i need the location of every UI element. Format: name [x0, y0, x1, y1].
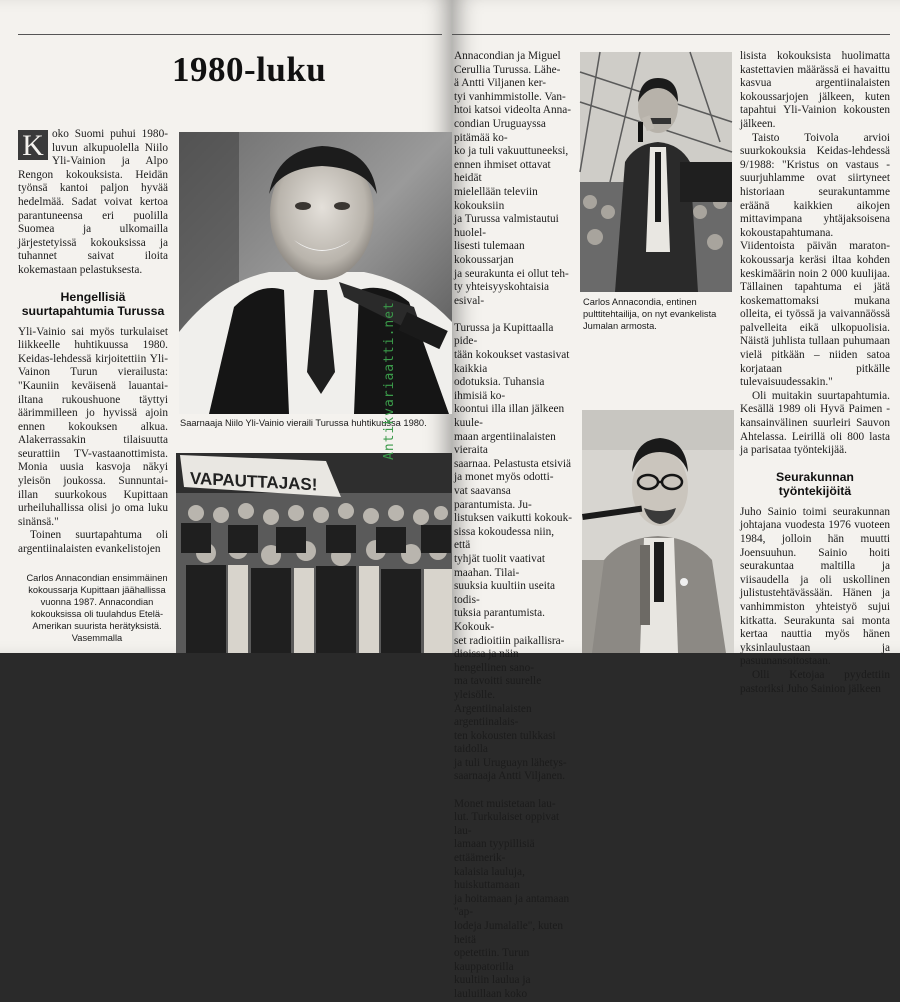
right-paragraph-1: lisista kokouksista huolimatta kastettavien määrässä ei havaittu kasvua argentiinalaisten kokoussarjojen jälkeen, kuten tapahtui Yli-Vainion kokousten jälkeen.	[740, 50, 890, 130]
middle-line: mielellään televiin kokouksiin	[454, 185, 538, 212]
middle-line: ten kokousten tulkkasi taidolla	[454, 729, 556, 756]
middle-line: ja tuli Uruguayn lähetys-	[454, 756, 567, 769]
caption-ylivainio: Saarnaaja Niilo Yli-Vainio vieraili Turussa huhtikuussa 1980.	[180, 418, 427, 428]
middle-line: tään kokoukset vastasivat kaikkia	[454, 349, 570, 375]
photo-crowd-kupittaa	[176, 453, 452, 653]
middle-line: listuksen vaikutti kokouk-	[454, 512, 572, 525]
intro-paragraph: K oko Suomi puhui 1980-luvun alkupuolella Niilo Yli-Vainion ja Alpo Rengon kokouksista. Heidän työnsä kantoi paljon hyvää hedelmää. Sadat voivat kertoa parantuneensa eri puolilla Suomea ja ulkomailla järjestetyissä kokouksissa ja tuhannet saivat iloita kokemastaan pelastuksesta.	[18, 128, 168, 276]
left-page	[0, 0, 452, 653]
page-title: 1980-luku	[172, 50, 327, 89]
middle-line: tyi vanhimmistolle. Van-	[454, 90, 566, 103]
middle-line: htoi katsoi videolta Anna-	[454, 104, 572, 117]
middle-line: Cerullia Turussa. Lähe-	[454, 63, 561, 76]
right-page	[452, 0, 900, 1000]
middle-line	[454, 308, 572, 322]
right-paragraph-5: Olli Ketojaa pyydettiin pastoriksi Juho Sainion jälkeen	[740, 668, 890, 695]
middle-line: ä Antti Viljanen ker-	[454, 77, 547, 90]
middle-line: ko ja tuli vakuuttuneeksi,	[454, 145, 569, 158]
middle-line: vat saavansa parantumista. Ju-	[454, 485, 532, 511]
caption-crowd: Carlos Annacondian ensimmäinen kokoussarja Kupittaan jäähallissa vuonna 1987. Annacondian kokouksissa oli tuulahdus Etelä-Amerikan suurista herätyksistä. Vasemmalla	[26, 573, 168, 643]
top-rule-right	[452, 34, 890, 35]
caption-annacondia: Carlos Annacondia, entinen pulttitehtailija, on nyt evankelista Jumalan armosta.	[583, 297, 717, 331]
middle-line: Monet muistetaan lau-	[454, 797, 556, 810]
middle-line: kuultiin laulua ja lauluillaan koko	[454, 974, 531, 1000]
middle-line: condian Uruguayssa pitämää ko-	[454, 117, 546, 144]
photo-man-glasses	[582, 410, 734, 653]
middle-line: lisesti tulemaan kokoussarjan	[454, 240, 525, 266]
middle-line: maan argentiinalaisten vieraita	[454, 430, 556, 457]
middle-line: set radioitiin paikallisra-	[454, 634, 565, 647]
middle-line: tuksia parantumista. Kokouk-	[454, 607, 545, 633]
section-heading-turku: Hengellisiä suurtapahtumia Turussa	[21, 289, 165, 318]
middle-line: tyhjät tuolit vaativat maahan. Tilai-	[454, 552, 545, 579]
middle-line: ennen ihmiset ottavat heidät	[454, 158, 551, 185]
right-text-column	[740, 50, 890, 696]
middle-line: odotuksia. Tuhansia ihmisiä ko-	[454, 376, 545, 402]
middle-line: lamaan tyypillisiä ettäämerik-	[454, 838, 535, 865]
middle-line: kalaisia lauluja, huiskuttamaan	[454, 865, 525, 892]
middle-line	[454, 784, 572, 798]
watermark-text: Antikvariaatti.net	[382, 301, 397, 460]
photo-annacondia-preaching	[580, 52, 732, 292]
middle-line: suuksia kuultiin useita todis-	[454, 580, 556, 606]
section-heading-staff: Seurakunnan työntekijöitä	[776, 469, 854, 498]
photo-ylivainio-preaching	[179, 132, 452, 414]
right-paragraph-4: Juho Sainio toimi seurakunnan johtajana vuodesta 1976 vuoteen 1984, jolloin hän muutti Joensuuhun. Sainio hoiti seurakuntaa maltilla ja viisaudella ja oli uskollinen julistustehtävässään. Hänen ja vanhimmiston yhteistyö sujui kitkatta. Seurakunta sai monta kertaa nauttia myös hänen yksinlaulustaan ja pasuunansoitostaan.	[740, 505, 890, 668]
middle-line: ja monet myös odotti-	[454, 471, 554, 484]
middle-line: saarnaaja Antti Viljanen.	[454, 770, 566, 783]
middle-line: dioissa ja näin hengellinen sano-	[454, 648, 534, 674]
middle-line: koontui illa illan jälkeen kuule-	[454, 403, 565, 430]
middle-text-column	[454, 50, 572, 1002]
middle-line: opetettiin. Turun kauppatorilla	[454, 947, 530, 973]
right-paragraph-3: Oli muitakin suurtapahtumia. Kesällä 1989 oli Hyvä Paimen -kansainvälinen suurleiri Sauvon Ahtelassa. Leirillä oli 800 lasta ja parisataa työntekijää.	[740, 389, 890, 457]
middle-line: ja Turussa valmistautui huolel-	[454, 213, 559, 239]
section1-paragraph-1: Yli-Vainio sai myös turkulaiset liikkeelle huhtikuussa 1980. Keidas-lehdessä kirjoitettiin Yli-Vainon Turun vierailusta: "Kauniin keväisenä lauantai-iltana rukoushuone täyttyi äärimmilleen jo hyvissä ajoin ennen kokouksen alkua. Alakerrassakin tilaisuutta seurattiin TV-vastaanottimista. Monia uusia kasvoja näkyi yleisön joukossa. Sunnuntai-illan suurkokous Kupittaan urheiluhallissa olisi jo oma luku sinänsä."	[18, 325, 168, 528]
middle-line: lut. Turkulaiset oppivat lau-	[454, 811, 560, 837]
right-paragraph-2: Taisto Toivola arvioi suurkokouksia Keidas-lehdessä 9/1988: "Kristus on vastaus -suurjuhlamme ovat siirtyneet historiaan seurakuntamme eräänä kaikkien aikojen mittavimpana yhtäjaksoisena kokoustapahtumana. Viidentoista päivän maraton-kokoussarja keräsi iltaa kohden keskimäärin noin 2 000 kuulijaa. Tällainen tapahtuma ei jätä koskemattomaksi mukana olleita, ei työssä ja vaivannäössä palvelleita eikä ulkopuolisia. Näistä juhlista tullaan puhumaan vielä pitkään – niiden satoa korjataan pitkälle tulevaisuudessakin."	[740, 131, 890, 389]
middle-line: Annacondian ja Miguel	[454, 50, 561, 62]
middle-line: saarnaa. Pelastusta etsiviä	[454, 457, 572, 470]
middle-line: ja seurakunta ei ollut teh-	[454, 267, 569, 280]
section1-paragraph-2: Toinen suurtapahtuma oli argentiinalaisten evankelistojen	[18, 529, 168, 556]
middle-line: ty yhteisyyskohtaisia esival-	[454, 281, 550, 307]
middle-line: lodeja Jumalalle", kuten heitä	[454, 920, 564, 946]
top-rule	[18, 34, 442, 35]
middle-line: Turussa ja Kupittaalla pide-	[454, 321, 554, 348]
banner-text: VAPAUTTAJAS!	[190, 468, 318, 495]
middle-line: ma tavoitti suurelle yleisölle.	[454, 675, 542, 701]
middle-line: ja hoitamaan ja antamaan "ap-	[454, 892, 570, 919]
middle-line: sissa kokoudessa niin, että	[454, 525, 555, 552]
left-text-column	[18, 128, 168, 557]
middle-line: Argentiinalaisten argentiinalais-	[454, 702, 532, 729]
drop-cap: K	[18, 130, 48, 160]
